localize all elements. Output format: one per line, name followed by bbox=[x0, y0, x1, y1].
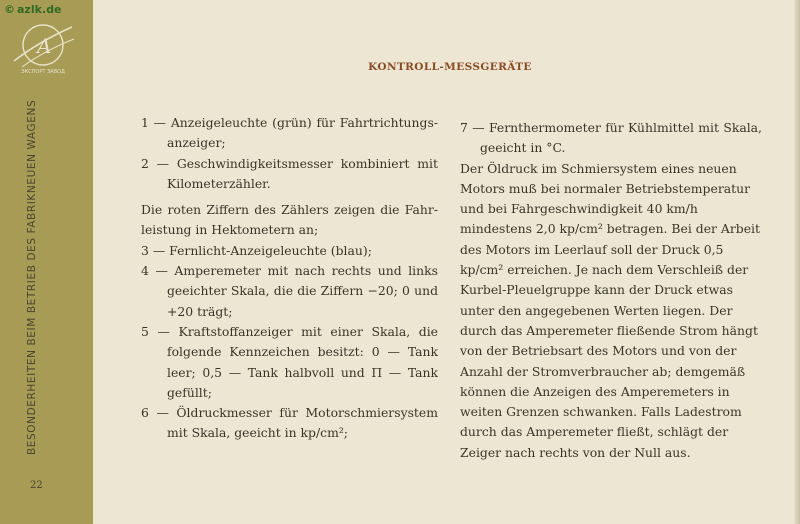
sidebar-strip bbox=[0, 0, 93, 524]
watermark-text: azlk.de bbox=[17, 3, 62, 16]
page-number: 22 bbox=[30, 480, 43, 491]
copyright-icon: © bbox=[4, 3, 15, 16]
page-heading: KONTROLL-MESSGERÄTE bbox=[368, 61, 532, 73]
item-1: 1 — Anzeigeleuchte (grün) für Fahrtrichtungsanzeiger; bbox=[141, 115, 438, 151]
logo-icon bbox=[10, 17, 76, 77]
counter-note: Die roten Ziffern des Zählers zeigen die Fahrleistung in Hektometern an; bbox=[141, 202, 438, 238]
item-7: 7 — Fernthermometer für Kühlmittel mit Skala, geeicht in °C. bbox=[460, 120, 762, 156]
oil-pressure-paragraph: Der Öldruck im Schmiersystem eines neuen Motors muß bei normaler Betriebstemperatur und bei Fahrgeschwindigkeit 40 km/h mindestens 2,0 kp/cm² betragen. Bei der Arbeit des Motors im Leerlauf soll der Druck 0,5 kp/cm² erreichen. Je nach dem Verschleiß der Kurbel-Pleuelgruppe kann der Druck etwas unter den angegebenen Werten liegen. Der durch das Amperemeter fließende Strom hängt von der Betriebsart des Motors und von der Anzahl der Stromverbraucher ab; demgemäß können die Anzeigen des Amperemeters in weiten Grenzen schwanken. Falls Ladestrom durch das Amperemeter fließt, schlägt der Zeiger nach rechts von der Null aus. bbox=[460, 160, 760, 460]
page-edge bbox=[794, 0, 800, 524]
logo-letter: A bbox=[37, 34, 52, 58]
watermark bbox=[4, 3, 61, 16]
vertical-section-title: BESONDERHEITEN BEIM BETRIEB DES FABRIKNEUEN WAGENS bbox=[26, 99, 38, 455]
left-column bbox=[141, 113, 438, 444]
logo-text: ЭКСПОРТ ЗАВОД bbox=[21, 69, 65, 75]
item-6: 6 — Öldruckmesser für Motorschmiersystem mit Skala, geeicht in kp/cm²; bbox=[141, 405, 438, 441]
item-4: 4 — Amperemeter mit nach rechts und links geeichter Skala, die die Ziffern −20; 0 und +20 trägt; bbox=[141, 263, 438, 319]
right-column bbox=[460, 118, 762, 463]
item-3: 3 — Fernlicht-Anzeigeleuchte (blau); bbox=[141, 242, 372, 258]
item-2: 2 — Geschwindigkeitsmesser kombiniert mit Kilometerzähler. bbox=[141, 155, 438, 191]
item-5: 5 — Kraftstoffanzeiger mit einer Skala, die folgende Kennzeichen besitzt: 0 — Tank leer; 0,5 — Tank halbvoll und П — Tank gefüllt; bbox=[141, 323, 438, 400]
